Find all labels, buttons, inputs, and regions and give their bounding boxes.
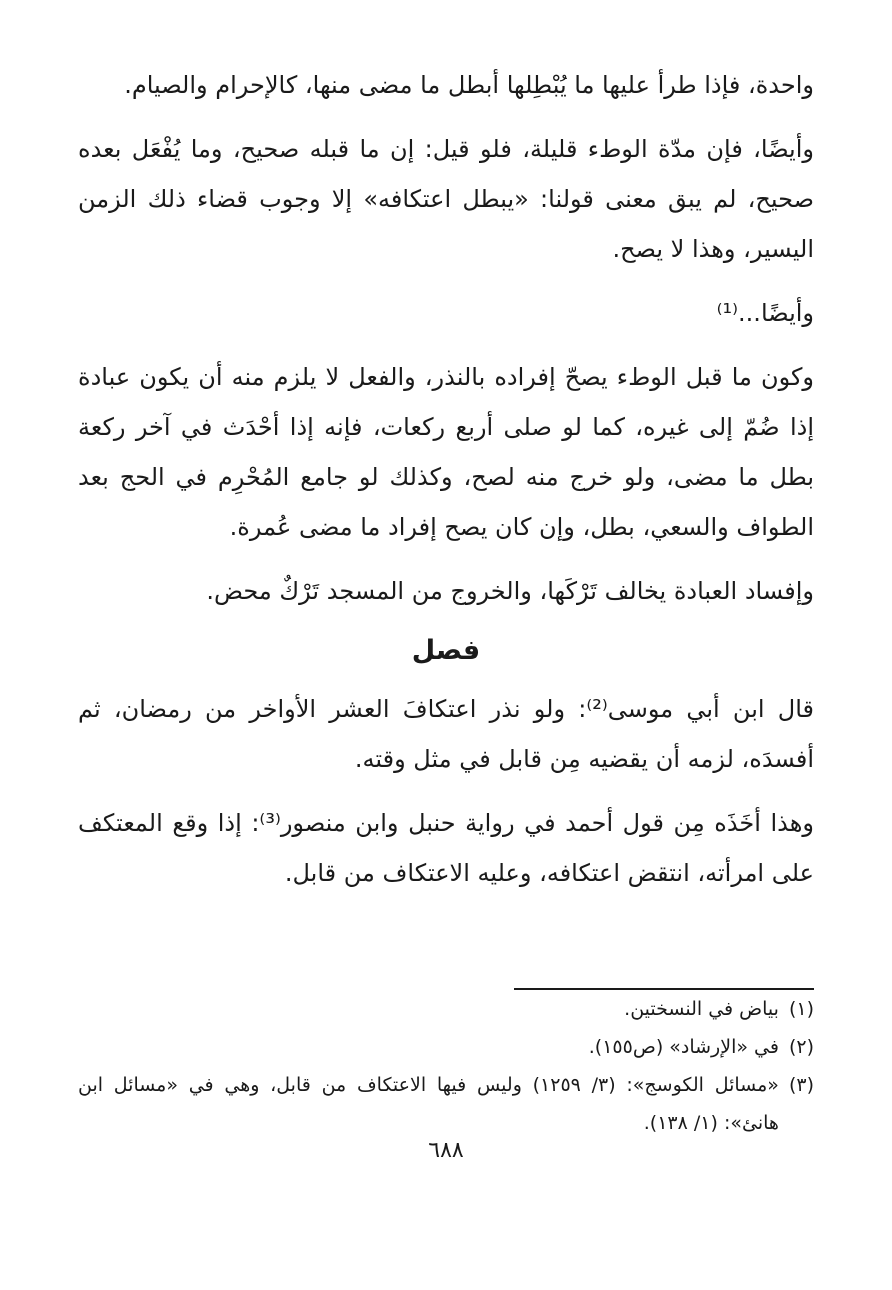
footnote-3 [78,1066,814,1142]
paragraph-1: واحدة، فإذا طرأ عليها ما يُبْطِلها أبطل ما مضى منها، كالإحرام والصيام. [124,71,814,99]
footnote-text: بياض في النسختين. [624,998,779,1020]
footnote-number: (٣) [788,1074,814,1096]
section-heading: فصل [411,635,481,666]
footnote-2 [78,1028,814,1066]
page-number: ٦٨٨ [428,1138,464,1163]
page-content [78,60,814,1240]
paragraph-7: وهذا أخَذَه مِن قول أحمد في رواية حنبل وابن منصور⁽³⁾: إذا وقع المعتكف على امرأته، انتقض اعتكافه، وعليه الاعتكاف من قابل. [78,809,814,887]
footnotes [78,988,814,1142]
footnote-text: في «الإرشاد» (ص١٥٥). [588,1036,779,1058]
footnote-number: (٢) [788,1036,814,1058]
paragraph-6: قال ابن أبي موسى⁽²⁾: ولو نذر اعتكافَ العشر الأواخر من رمضان، ثم أفسدَه، لزمه أن يقضيه مِن قابل في مثل وقته. [78,695,815,773]
paragraph-3: وأيضًا...⁽¹⁾ [716,299,814,327]
footnote-1 [78,990,814,1028]
paragraph-2: وأيضًا، فإن مدّة الوطء قليلة، فلو قيل: إن ما قبله صحيح، وما يُفْعَل بعده صحيح، لم يبق معنى قولنا: «يبطل اعتكافه» إلا وجوب قضاء ذلك الزمن اليسير، وهذا لا يصح. [78,135,814,263]
footnote-text: «مسائل الكوسج»: (٣/ ١٢٥٩) وليس فيها الاعتكاف من قابل، وهي في «مسائل ابن هانئ»: (١/ ١٣٨). [78,1074,779,1134]
footnote-number: (١) [788,998,814,1020]
paragraph-5: وإفساد العبادة يخالف تَرْكَها، والخروج من المسجد تَرْكٌ محض. [206,577,814,605]
paragraph-4: وكون ما قبل الوطء يصحّ إفراده بالنذر، والفعل لا يلزم منه أن يكون عبادة إذا ضُمّ إلى غيره، كما لو صلى أربع ركعات، فإنه إذا أحْدَث في آخر ركعة بطل ما مضى، ولو خرج منه لصح، وكذلك لو جامع المُحْرِم في الحج بعد الطواف والسعي، بطل، وإن كان يصح إفراد ما مضى عُمرة. [78,363,814,541]
